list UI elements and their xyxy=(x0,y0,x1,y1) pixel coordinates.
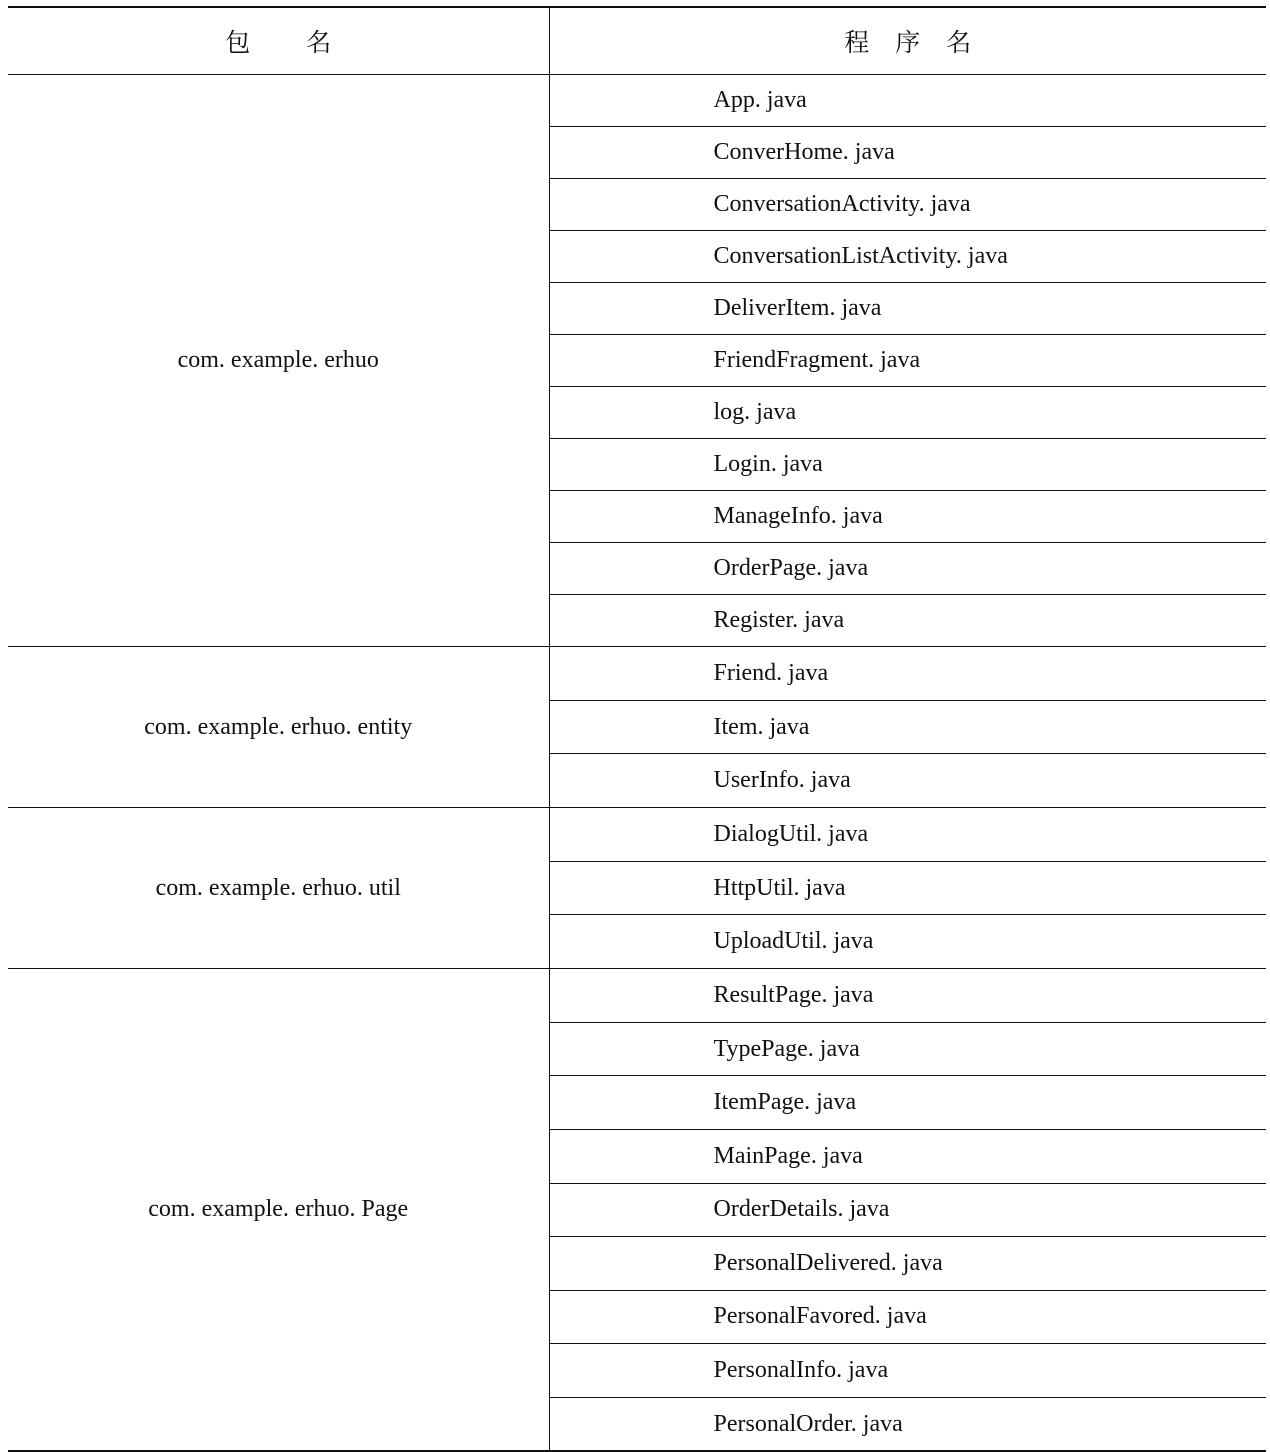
program-name-cell: FriendFragment. java xyxy=(549,335,1266,387)
table-body xyxy=(8,75,1266,1452)
package-name-cell: com. example. erhuo xyxy=(8,75,549,647)
package-program-table xyxy=(8,6,1266,1452)
package-header-label: 包名 xyxy=(225,28,388,57)
program-name-cell: Login. java xyxy=(549,439,1266,491)
program-name-cell: PersonalInfo. java xyxy=(549,1344,1266,1398)
program-name-cell: PersonalOrder. java xyxy=(713,1410,903,1437)
program-header-label: 程序名 xyxy=(844,28,998,57)
program-name-cell: ConversationListActivity. java xyxy=(549,231,1266,283)
program-name-cell: UserInfo. java xyxy=(549,754,1266,808)
program-name-cell: ConversationActivity. java xyxy=(549,179,1266,231)
table-row xyxy=(8,808,1266,862)
program-name-cell: PersonalDelivered. java xyxy=(549,1237,1266,1291)
package-name-cell: com. example. erhuo. entity xyxy=(8,647,549,808)
program-column-header xyxy=(549,7,1266,75)
program-name-cell: ItemPage. java xyxy=(549,1076,1266,1130)
program-name-cell: PersonalFavored. java xyxy=(549,1290,1266,1344)
package-column-header xyxy=(8,7,549,75)
program-name-cell: App. java xyxy=(549,75,1266,127)
program-name-cell: OrderPage. java xyxy=(549,543,1266,595)
table-row xyxy=(8,647,1266,701)
table-row xyxy=(8,969,1266,1023)
program-name-cell: TypePage. java xyxy=(549,1022,1266,1076)
package-name-cell: com. example. erhuo. Page xyxy=(8,969,549,1452)
program-name-cell: MainPage. java xyxy=(549,1129,1266,1183)
program-name-cell: Register. java xyxy=(549,595,1266,647)
program-name-cell: UploadUtil. java xyxy=(549,915,1266,969)
program-name-cell: HttpUtil. java xyxy=(549,861,1266,915)
header-row xyxy=(8,7,1266,75)
table-row xyxy=(8,75,1266,127)
program-name-cell: DeliverItem. java xyxy=(549,283,1266,335)
program-name-cell: log. java xyxy=(549,387,1266,439)
program-name-cell: DialogUtil. java xyxy=(549,808,1266,862)
program-name-cell: ResultPage. java xyxy=(549,969,1266,1023)
program-name-cell: Item. java xyxy=(549,700,1266,754)
package-name-cell: com. example. erhuo. util xyxy=(8,808,549,969)
program-name-cell: OrderDetails. java xyxy=(549,1183,1266,1237)
program-name-cell: ManageInfo. java xyxy=(549,491,1266,543)
program-name-cell: Friend. java xyxy=(549,647,1266,701)
program-name-cell: ConverHome. java xyxy=(549,127,1266,179)
